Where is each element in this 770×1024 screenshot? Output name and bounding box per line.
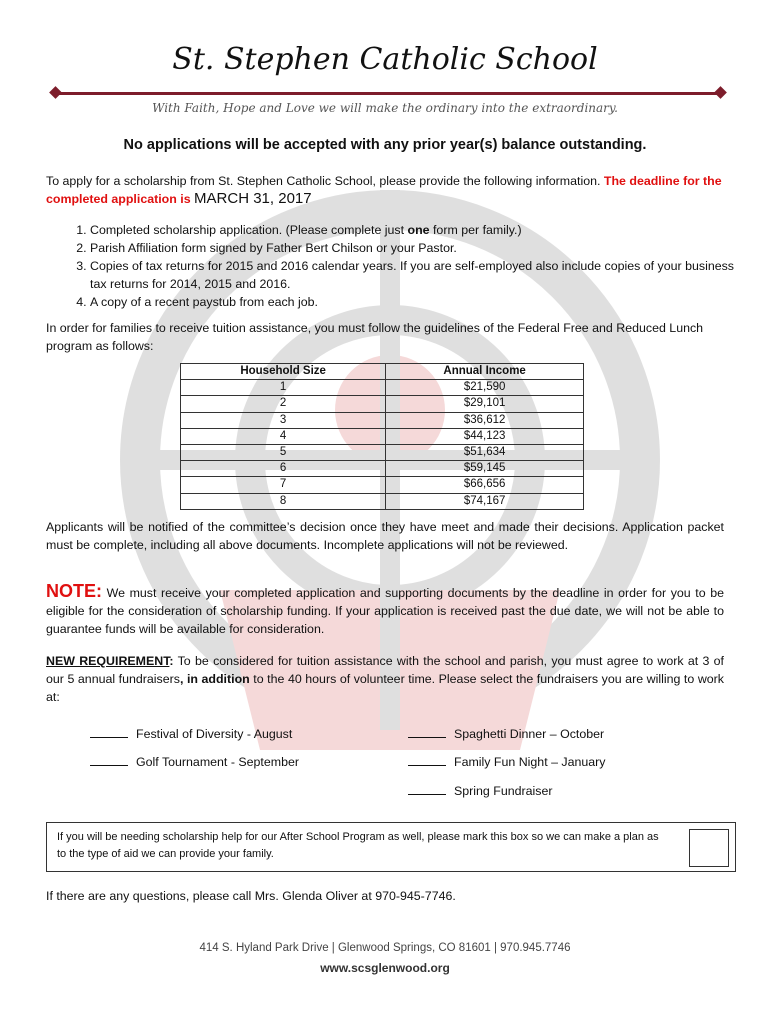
note-label: NOTE: [46, 581, 102, 601]
table-row: 8 $74,167 [181, 493, 584, 509]
note-paragraph [46, 582, 724, 638]
balance-warning: No applications will be accepted with any prior year(s) balance outstanding. [123, 137, 647, 153]
fundraiser-option[interactable]: Family Fun Night – January [408, 755, 606, 769]
list-item: 3. Copies of tax returns for 2015 and 2016 calendar years. If you are self-employed also include copies of your business tax returns for 2014, 2015 and 2016. [90, 257, 736, 293]
table-row: 3 $36,612 [181, 412, 584, 428]
income-table [180, 363, 584, 510]
after-school-text: If you will be needing scholarship help for our After School Program as well, please mark this box so we can make a plan as to the type of aid we can provide your family. [57, 831, 659, 860]
after-school-checkbox[interactable] [689, 829, 729, 867]
table-row: 4 $44,123 [181, 428, 584, 444]
table-row: 1 $21,590 [181, 380, 584, 396]
list-item: 4. A copy of a recent paystub from each job. [90, 293, 736, 311]
fundraiser-blank[interactable] [408, 793, 446, 795]
fundraiser-blank[interactable] [408, 764, 446, 766]
table-row: 5 $51,634 [181, 444, 584, 460]
footer-address: 414 S. Hyland Park Drive | Glenwood Springs, CO 81601 | 970.945.7746 [199, 942, 571, 954]
after-school-box [46, 822, 736, 872]
table-row: 7 $66,656 [181, 477, 584, 493]
notification-paragraph: Applicants will be notified of the committee’s decision once they have meet and made their decisions. Application packet must be complete, including all above documents. Incomplete applications will not be reviewed. [46, 520, 724, 552]
fundraiser-blank[interactable] [90, 736, 128, 738]
new-requirement-label: NEW REQUIREMENT [46, 654, 170, 668]
list-item: 2. Parish Affiliation form signed by Father Bert Chilson or your Pastor. [90, 239, 736, 257]
deadline-lead: The deadline for the completed application is [46, 174, 722, 206]
fundraiser-blank[interactable] [408, 736, 446, 738]
school-motto: With Faith, Hope and Love we will make the ordinary into the extraordinary. [152, 101, 618, 115]
school-title: St. Stephen Catholic School [172, 42, 598, 77]
table-row: 6 $59,145 [181, 461, 584, 477]
contact-line: If there are any questions, please call Mrs. Glenda Oliver at 970-945-7746. [46, 889, 456, 903]
fundraiser-option[interactable]: Spaghetti Dinner – October [408, 727, 604, 741]
footer-website[interactable]: www.scsglenwood.org [320, 961, 450, 975]
fundraiser-option[interactable]: Spring Fundraiser [408, 784, 552, 798]
fundraiser-option[interactable]: Golf Tournament - September [90, 755, 299, 769]
guidelines-paragraph: In order for families to receive tuition assistance, you must follow the guidelines of the Federal Free and Reduced Lunch program as follows: [46, 321, 704, 353]
deadline-date: MARCH 31, 2017 [194, 190, 312, 207]
table-row: 2 $29,101 [181, 396, 584, 412]
requirements-list [46, 221, 736, 311]
table-header: Annual Income [386, 364, 584, 380]
note-text: We must receive your completed application and supporting documents by the deadline in order for you to be eligible for the consideration of scholarship funding. If your application is received past the due date, we will not be able to guarantee funds will be available for consideration. [46, 586, 724, 636]
fundraiser-option[interactable]: Festival of Diversity - August [90, 727, 292, 741]
list-item: 1. Completed scholarship application. (Please complete just one form per family.) [90, 221, 736, 239]
table-header: Household Size [181, 364, 386, 380]
rule-right-diamond-icon [714, 86, 727, 99]
intro-text: To apply for a scholarship from St. Stephen Catholic School, please provide the following information. [46, 174, 601, 188]
intro-paragraph [46, 172, 724, 208]
fundraiser-blank[interactable] [90, 764, 128, 766]
new-requirement-paragraph: NEW REQUIREMENT: To be considered for tuition assistance with the school and parish, you must agree to work at 3 of our 5 annual fundraisers, in addition to the 40 hours of volunteer time. Please select the fundraisers you are willing to work at: [46, 654, 724, 704]
header-rule [55, 92, 720, 95]
new-requirement-colon: : [169, 654, 174, 668]
